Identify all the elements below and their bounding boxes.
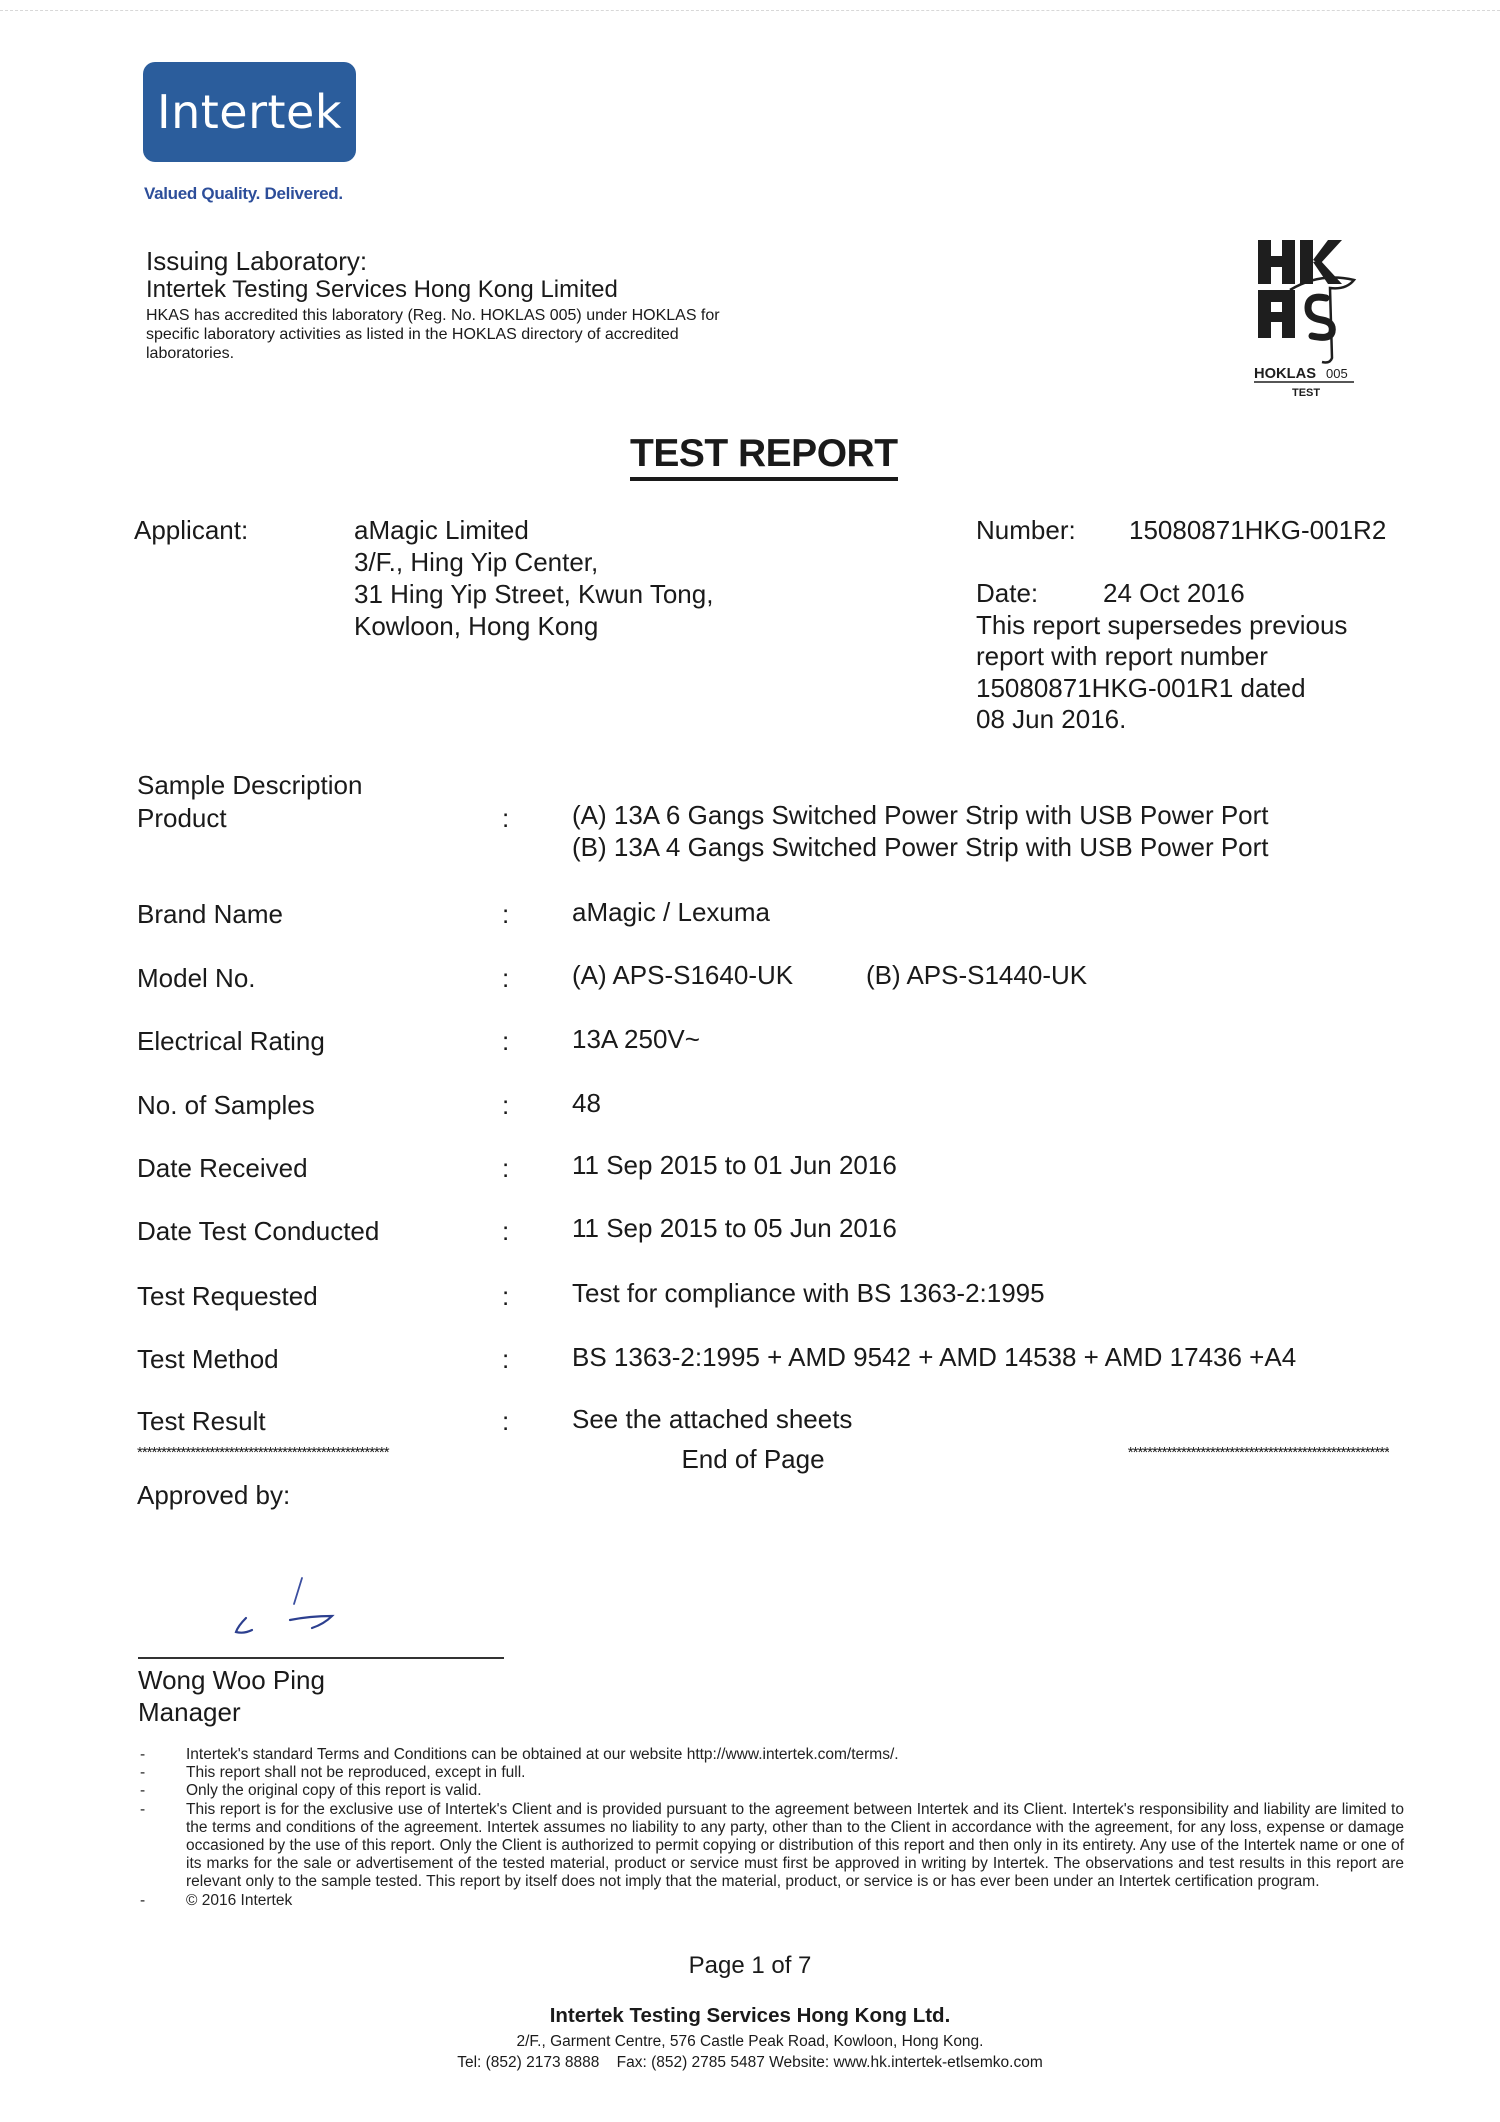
disclaimer-item [140,1892,1404,1910]
field-value: (B) APS-S1440-UK [866,960,1088,990]
disclaimer-text: This report is for the exclusive use of Intertek's Client and is provided pursuant to the agreement between Intertek and its Client. Intertek's responsibility and liability are limited to the terms and conditions of the agreement. Intertek assumes no liability to any party, other than to the Client in accordance with the agreement, for any loss, expense or damage occasioned by the use of this report. Only the Client is authorized to permit copying or distribution of this report and then only in its entirety. Any use of the Intertek name or one of its marks for the sale or advertisement of the tested material, product or service must first be approved in writing by Intertek. The observations and test results in this report are relevant only to the sample tested. This report by itself does not imply that the material, product, or service is or has ever been under an Intertek certification program. [186,1800,1404,1891]
applicant-address-line: 31 Hing Yip Street, Kwun Tong, [354,579,714,609]
field-value: BS 1363-2:1995 + AMD 9542 + AMD 14538 + AMD 17436 +A4 [572,1342,1297,1372]
disclaimer-text: This report shall not be reproduced, except in full. [186,1764,526,1782]
supersede-note-line: report with report number [976,641,1268,671]
field-label: Brand Name [137,899,283,929]
field-value: 11 Sep 2015 to 05 Jun 2016 [572,1213,897,1243]
sample-description-heading: Sample Description [137,770,363,800]
applicant-name: aMagic Limited [354,515,529,545]
disclaimer-item [140,1764,1404,1782]
field-colon: : [502,1216,510,1246]
field-colon: : [502,1344,510,1374]
applicant-address-line: Kowloon, Hong Kong [354,611,599,641]
supersede-note-line: 08 Jun 2016. [976,704,1127,734]
field-colon: : [502,1026,510,1056]
logo-wordmark: Intertek [157,85,342,139]
disclaimer-text: Only the original copy of this report is valid. [186,1782,482,1800]
report-date: 24 Oct 2016 [1103,578,1245,608]
field-value: (A) 13A 6 Gangs Switched Power Strip with USB Power Port [572,800,1269,830]
accreditation-note [146,306,720,363]
field-label: Test Method [137,1344,279,1374]
field-colon: : [502,899,510,929]
report-title: TEST REPORT [630,432,898,481]
applicant-address-line: 3/F., Hing Yip Center, [354,547,599,577]
disclaimer-item [140,1782,1404,1800]
field-value: (A) APS-S1640-UK [572,960,794,990]
field-colon: : [502,1406,510,1436]
report-number: 15080871HKG-001R2 [1129,515,1387,545]
field-label: Product [137,803,227,833]
field-label: Date Received [137,1153,308,1183]
signatory-position: Manager [138,1697,241,1727]
hkas-accreditation-mark [1250,232,1370,402]
hoklas-type: TEST [1292,387,1321,399]
accreditation-note-line: HKAS has accredited this laboratory (Reg. No. HOKLAS 005) under HOKLAS for [146,307,720,324]
report-number-label: Number: [976,515,1076,545]
signature-line [138,1657,504,1659]
disclaimer-text: © 2016 Intertek [186,1891,293,1909]
footer-company: Intertek Testing Services Hong Kong Ltd. [549,2004,951,2027]
field-label: Date Test Conducted [137,1216,380,1246]
supersede-note-line: This report supersedes previous [976,610,1348,640]
field-colon: : [502,963,510,993]
field-label: Model No. [137,963,256,993]
scan-edge-line [0,10,1500,11]
page-number: Page 1 of 7 [688,1952,812,1979]
accreditation-note-line: laboratories. [146,345,235,362]
bullet-dash: - [140,1891,146,1909]
supersede-note-line: 15080871HKG-001R1 dated [976,673,1306,703]
bullet-dash: - [140,1782,146,1800]
bullet-dash: - [140,1746,146,1763]
approved-by-label: Approved by: [137,1480,291,1510]
end-of-page-text: End of Page [681,1444,825,1474]
intertek-logo [143,62,356,162]
field-colon: : [502,803,510,833]
hoklas-number: 005 [1326,366,1348,381]
disclaimer-list [140,1746,1404,1910]
field-value: aMagic / Lexuma [572,897,770,927]
field-label: Electrical Rating [137,1026,325,1056]
issuing-lab-name: Intertek Testing Services Hong Kong Limited [146,276,618,303]
issuing-lab-heading: Issuing Laboratory: [146,246,368,276]
disclaimer-item [140,1801,1404,1892]
signatory-name: Wong Woo Ping [138,1665,325,1695]
applicant-label: Applicant: [134,515,249,545]
field-value: 11 Sep 2015 to 01 Jun 2016 [572,1150,897,1180]
field-value: 13A 250V~ [572,1024,700,1054]
field-colon: : [502,1153,510,1183]
field-colon: : [502,1281,510,1311]
field-value: (B) 13A 4 Gangs Switched Power Strip with USB Power Port [572,832,1269,862]
bullet-dash: - [140,1764,146,1782]
accreditation-note-line: specific laboratory activities as listed in the HOKLAS directory of accredited [146,326,679,343]
field-colon: : [502,1090,510,1120]
field-label: Test Requested [137,1281,318,1311]
asterisk-rule-left: **************************************************** [137,1444,389,1461]
signature [220,1570,350,1640]
footer-address: 2/F., Garment Centre, 576 Castle Peak Road, Kowloon, Hong Kong. [516,2033,984,2050]
disclaimer-text: Intertek's standard Terms and Conditions can be obtained at our website http://www.intertek.com/terms/. [186,1746,899,1763]
field-value: See the attached sheets [572,1404,853,1434]
field-value: 48 [572,1088,601,1118]
logo-tagline: Valued Quality. Delivered. [144,184,343,203]
asterisk-rule-right: ****************************************************** [1127,1444,1389,1461]
bullet-dash: - [140,1800,146,1818]
field-label: No. of Samples [137,1090,315,1120]
footer-contact: Tel: (852) 2173 8888 Fax: (852) 2785 5487 Website: www.hk.intertek-etlsemko.com [457,2054,1043,2071]
disclaimer-item [140,1746,1404,1764]
field-label: Test Result [137,1406,266,1436]
field-value: Test for compliance with BS 1363-2:1995 [572,1278,1045,1308]
end-of-page-marker [137,1444,1389,1474]
report-date-label: Date: [976,578,1039,608]
hoklas-label: HOKLAS [1254,365,1316,382]
